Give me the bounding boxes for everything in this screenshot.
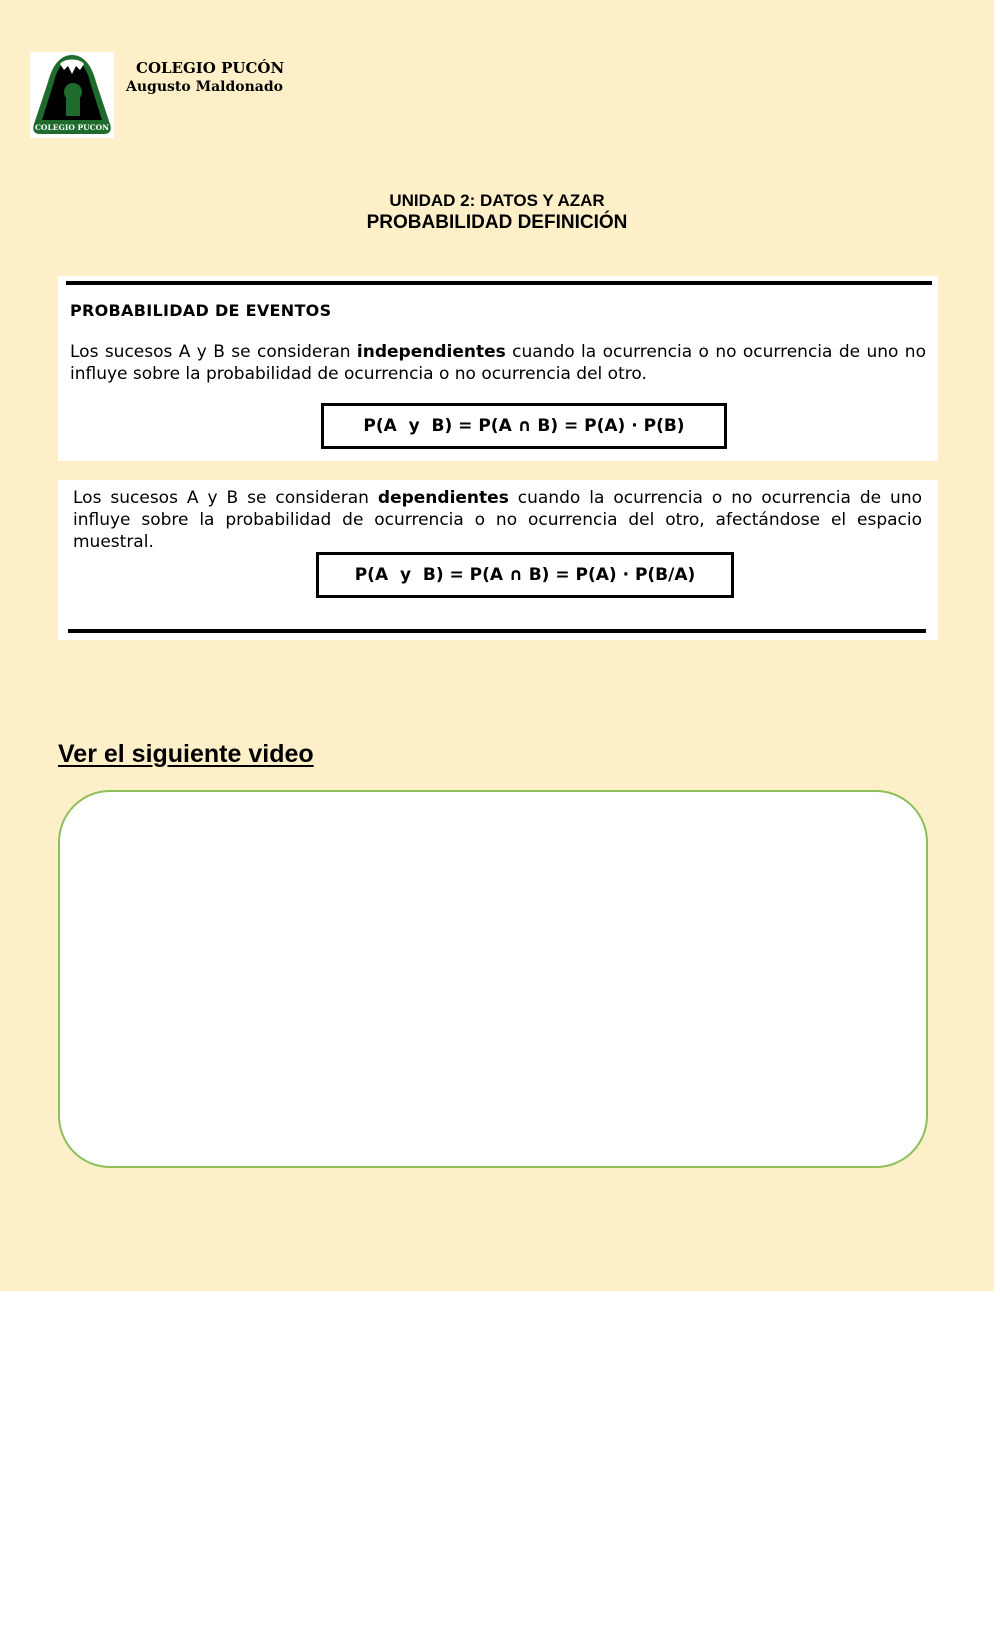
keyword-dependientes: dependientes xyxy=(377,488,509,508)
top-rule xyxy=(66,281,932,285)
school-name: COLEGIO PUCÓN xyxy=(136,59,285,77)
bottom-rule xyxy=(68,629,926,633)
independent-events-box xyxy=(58,276,938,461)
dependent-definition xyxy=(73,487,922,553)
independent-definition xyxy=(70,341,926,385)
school-logo xyxy=(30,52,114,138)
school-subtitle: Augusto Maldonado xyxy=(126,79,283,95)
definition-text-start: Los sucesos A y B se consideran xyxy=(73,488,378,508)
section-heading: PROBABILIDAD DE EVENTOS xyxy=(70,301,332,320)
definition-text-end: cuando la ocurrencia o no ocurrencia de uno no influye sobre la probabilidad de ocurrencia o no ocurrencia del otro. xyxy=(70,342,926,384)
independent-formula: P(A y B) = P(A ∩ B) = P(A) · P(B) xyxy=(321,403,727,449)
logo-lettering: COLEGIO PUCON xyxy=(34,123,110,132)
unit-title-line2: PROBABILIDAD DEFINICIÓN xyxy=(366,212,628,233)
unit-title-line1: UNIDAD 2: DATOS Y AZAR xyxy=(389,191,605,210)
definition-text-end: cuando la ocurrencia o no ocurrencia de uno influye sobre la probabilidad de ocurrencia o no ocurrencia del otro, afectándose el espacio muestral. xyxy=(73,488,923,552)
dependent-events-box xyxy=(58,480,938,640)
video-embed-frame[interactable] xyxy=(58,790,928,1168)
definition-text-start: Los sucesos A y B se consideran xyxy=(70,342,357,362)
video-heading: Ver el siguiente video xyxy=(58,740,314,768)
unit-title xyxy=(0,190,994,234)
school-logo-icon xyxy=(30,52,114,138)
dependent-formula: P(A y B) = P(A ∩ B) = P(A) · P(B/A) xyxy=(316,552,734,598)
keyword-independientes: independientes xyxy=(356,342,506,362)
school-header xyxy=(126,58,284,96)
